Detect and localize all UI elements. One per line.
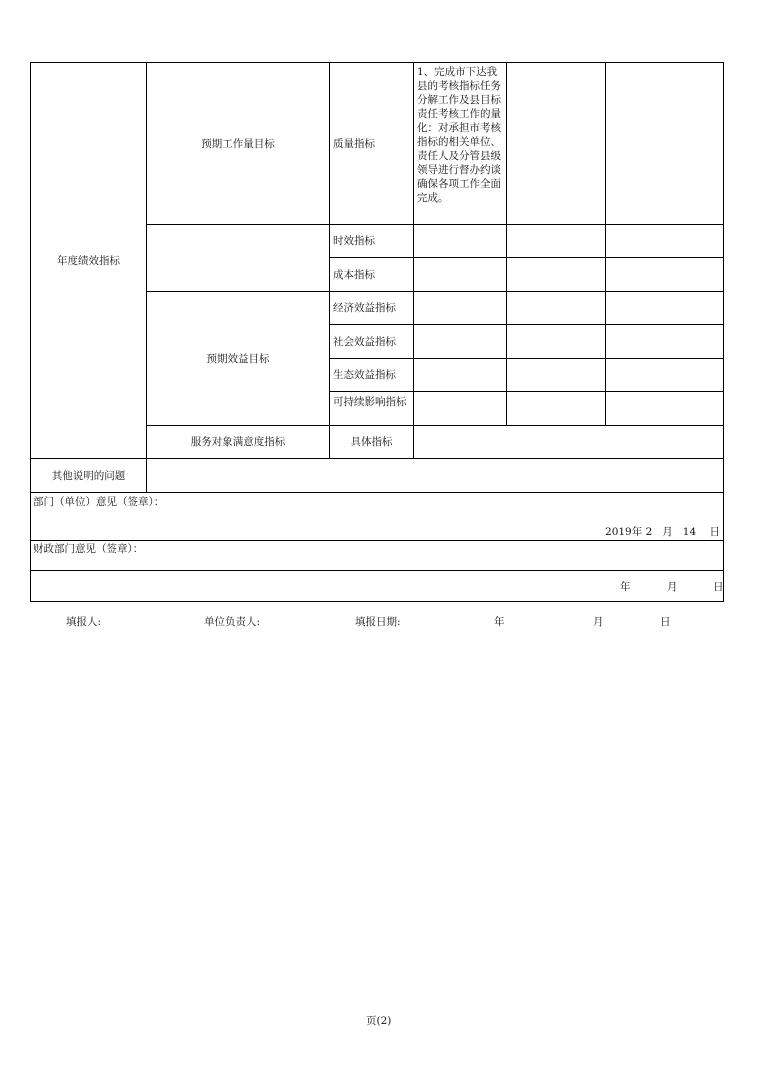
timeliness-score-cell <box>605 224 724 258</box>
page-number: 页(2) <box>366 1015 392 1027</box>
specific-indicator-content-cell <box>413 425 724 459</box>
department-opinion-label: 部门（单位）意见（签章）： <box>33 496 165 508</box>
ecological-benefit-label: 生态效益指标 <box>329 358 414 392</box>
economic-benefit-label: 经济效益指标 <box>329 291 414 325</box>
benefit-goal-label: 预期效益目标 <box>146 291 330 426</box>
economic-content-cell <box>413 291 507 325</box>
cost-content-cell <box>413 257 507 292</box>
social-benefit-label: 社会效益指标 <box>329 324 414 359</box>
timeliness-value-cell <box>506 224 606 258</box>
finance-date-month: 月 <box>667 581 678 593</box>
workload-goal-label: 预期工作量目标 <box>146 62 330 225</box>
annual-indicators-label: 年度绩效指标 <box>30 62 147 459</box>
cost-indicator-label: 成本指标 <box>329 257 414 292</box>
department-opinion-box <box>30 492 724 541</box>
quality-indicator-label: 质量指标 <box>329 62 414 225</box>
department-opinion-date: 2019年 2 月 14 日 <box>605 526 720 538</box>
sustainable-content-cell <box>413 391 507 426</box>
timeliness-content-cell <box>413 224 507 258</box>
finance-opinion-label: 财政部门意见（签章）： <box>33 543 144 555</box>
filler-label: 填报人: <box>66 616 102 628</box>
satisfaction-indicator-label: 服务对象满意度指标 <box>146 425 330 459</box>
fill-date-year: 年 <box>494 616 505 628</box>
specific-indicator-label: 具体指标 <box>329 425 414 459</box>
social-content-cell <box>413 324 507 359</box>
fill-date-label: 填报日期: <box>355 616 401 628</box>
timeliness-indicator-label: 时效指标 <box>329 224 414 258</box>
quality-indicator-content: 1、完成市下达我县的考核指标任务分解工作及县目标责任考核工作的量化：对承担市考核指标的相关单位、责任人及分管县级领导进行督办约谈确保各项工作全面完成。 <box>413 62 507 225</box>
ecological-value-cell <box>506 358 606 392</box>
sustainable-impact-label: 可持续影响指标 <box>329 391 414 426</box>
finance-opinion-box <box>30 540 724 571</box>
sustainable-score-cell <box>605 391 724 426</box>
economic-score-cell <box>605 291 724 325</box>
quality-value-cell <box>506 62 606 225</box>
cost-value-cell <box>506 257 606 292</box>
finance-date-day: 日 <box>713 581 724 593</box>
fill-date-day: 日 <box>660 616 671 628</box>
quality-score-cell <box>605 62 724 225</box>
other-notes-label: 其他说明的问题 <box>30 458 147 493</box>
workload-goal-empty-cell <box>146 224 330 292</box>
ecological-score-cell <box>605 358 724 392</box>
cost-score-cell <box>605 257 724 292</box>
other-notes-content-cell <box>146 458 724 493</box>
fill-date-month: 月 <box>593 616 604 628</box>
economic-value-cell <box>506 291 606 325</box>
unit-head-label: 单位负责人: <box>204 616 261 628</box>
social-value-cell <box>506 324 606 359</box>
finance-date-box <box>30 570 724 602</box>
social-score-cell <box>605 324 724 359</box>
finance-date-year: 年 <box>620 581 631 593</box>
sustainable-value-cell <box>506 391 606 426</box>
ecological-content-cell <box>413 358 507 392</box>
